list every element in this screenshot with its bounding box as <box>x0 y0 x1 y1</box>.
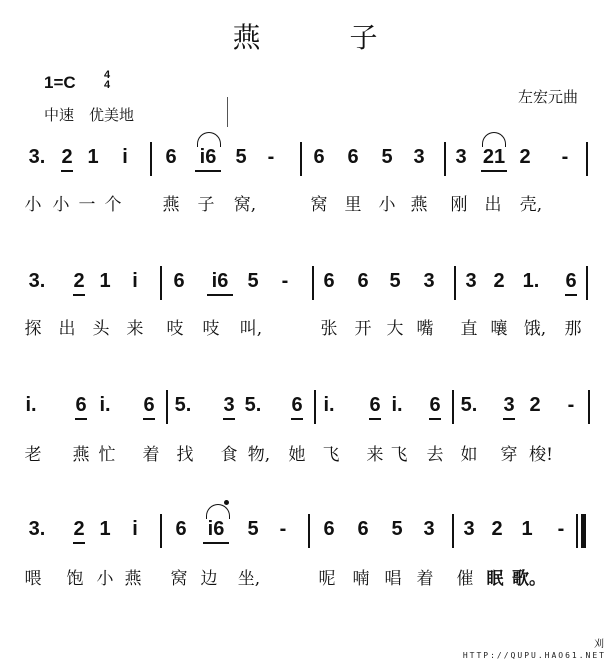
note: 3 <box>500 394 518 417</box>
lyrics-row-1 <box>0 190 610 220</box>
note: i <box>132 518 138 540</box>
note: i <box>122 146 128 168</box>
lyric: 唱 <box>384 569 402 589</box>
note: 6 <box>323 518 335 540</box>
footer-mark: 刈 <box>594 639 604 650</box>
note: 3. <box>28 518 46 540</box>
note: i. <box>391 394 403 416</box>
lyric: 忙 <box>98 445 116 465</box>
lyric: 那 <box>564 319 582 339</box>
note: i. <box>25 394 37 416</box>
lyric: 小 <box>378 195 396 215</box>
note: i. <box>99 394 111 416</box>
note: 1 <box>87 146 99 168</box>
note: - <box>279 518 287 540</box>
note: 3 <box>463 518 475 540</box>
bar-line <box>586 142 588 176</box>
note: 5 <box>381 146 393 168</box>
lyric: 刚 <box>450 195 468 215</box>
note: 6 <box>313 146 325 168</box>
note: 2 <box>491 518 503 540</box>
lyric: 着 <box>142 445 160 465</box>
note: 3 <box>423 270 435 292</box>
time-signature-top: 4 <box>104 69 111 81</box>
note: 2 <box>58 146 76 169</box>
lyric: 出 <box>484 195 502 215</box>
lyric: 一 <box>78 195 96 215</box>
note: 3 <box>423 518 435 540</box>
final-bar-line <box>581 514 586 548</box>
lyric: 坐, <box>237 569 261 589</box>
lyric: 食 <box>220 445 238 465</box>
lyric: 窝 <box>310 195 328 215</box>
note: i6 <box>200 518 232 541</box>
fermata-dot <box>224 500 229 505</box>
lyric: 小 <box>96 569 114 589</box>
bar-line <box>160 514 162 548</box>
lyric: 催 <box>456 569 474 589</box>
lyric: 饱 <box>66 569 84 589</box>
lyric: 呢 <box>318 569 336 589</box>
lyric: 燕 <box>410 195 428 215</box>
note: 6 <box>165 146 177 168</box>
note: 6 <box>173 270 185 292</box>
lyrics-row-4 <box>0 564 610 594</box>
note: 3. <box>28 270 46 292</box>
bar-line <box>314 390 316 424</box>
lyric: 小 <box>52 195 70 215</box>
lyric: 喃 <box>352 569 370 589</box>
note: 3 <box>220 394 238 417</box>
lyric: 嚷 <box>490 319 508 339</box>
bar-line <box>452 390 454 424</box>
note: 3. <box>28 146 46 168</box>
note: 6 <box>140 394 158 417</box>
note: 3 <box>455 146 467 168</box>
lyric: 吱 <box>202 319 220 339</box>
fermata-slur <box>482 132 506 147</box>
lyric: 梭! <box>529 445 553 465</box>
bar-line <box>588 390 590 424</box>
bar-line <box>308 514 310 548</box>
staff-row-1 <box>0 142 610 178</box>
lyric: 着 <box>416 569 434 589</box>
note: 3 <box>413 146 425 168</box>
note: - <box>281 270 289 292</box>
fermata-slur <box>206 504 230 519</box>
note: 5 <box>247 518 259 540</box>
lyric: 找 <box>176 445 194 465</box>
lyrics-row-2 <box>0 314 610 344</box>
lyric: 眠 <box>486 569 504 589</box>
lyric: 边 <box>200 569 218 589</box>
note: 6 <box>357 518 369 540</box>
note: i. <box>323 394 335 416</box>
note: 6 <box>323 270 335 292</box>
lyric: 大 <box>386 319 404 339</box>
note: - <box>267 146 275 168</box>
note: i6 <box>192 146 224 169</box>
note: 5 <box>391 518 403 540</box>
lyric: 头 <box>92 319 110 339</box>
note: 6 <box>288 394 306 417</box>
time-signature <box>104 70 110 90</box>
composer: 左宏元曲 <box>518 88 579 106</box>
note: 1. <box>522 270 540 292</box>
note: 3 <box>465 270 477 292</box>
lyric: 个 <box>104 195 122 215</box>
lyric: 吱 <box>166 319 184 339</box>
note: - <box>567 394 575 416</box>
source-url: HTTP://QUPU.HAO61.NET <box>462 651 606 660</box>
note: 2 <box>70 270 88 293</box>
note: 5 <box>389 270 401 292</box>
note: 6 <box>175 518 187 540</box>
lyric: 穿 <box>500 445 518 465</box>
key-signature: 1=C <box>44 73 76 92</box>
lyric: 去 <box>426 445 444 465</box>
page-title: 燕 子 <box>232 21 418 54</box>
lyric: 燕 <box>124 569 142 589</box>
note: 5. <box>174 394 192 416</box>
note: 6 <box>347 146 359 168</box>
time-signature-bottom: 4 <box>104 79 111 91</box>
bar-line <box>150 142 152 176</box>
note: - <box>561 146 569 168</box>
note: 6 <box>426 394 444 417</box>
lyric: 小 <box>24 195 42 215</box>
note: i <box>132 270 138 292</box>
staff-row-3 <box>0 390 610 426</box>
note: 2 <box>529 394 541 416</box>
lyric: 喂 <box>24 569 42 589</box>
bar-line <box>160 266 162 300</box>
lyric: 窝 <box>170 569 188 589</box>
fermata-slur <box>197 132 221 147</box>
bar-line <box>586 266 588 300</box>
lyric: 饿, <box>523 319 547 339</box>
lyric: 窝, <box>233 195 257 215</box>
note: 1 <box>521 518 533 540</box>
note: 5. <box>460 394 478 416</box>
lyric: 来 <box>126 319 144 339</box>
lyric: 直 <box>460 319 478 339</box>
bar-line <box>454 266 456 300</box>
lyric: 探 <box>24 319 42 339</box>
lyric: 她 <box>288 445 306 465</box>
lyric: 嘴 <box>416 319 434 339</box>
lyric: 叫, <box>239 319 263 339</box>
note: 2 <box>519 146 531 168</box>
bar-line <box>452 514 454 548</box>
note: 5. <box>244 394 262 416</box>
lyric: 物, <box>247 445 271 465</box>
note: 1 <box>99 518 111 540</box>
bar-line <box>576 514 578 548</box>
lyrics-row-3 <box>0 440 610 470</box>
lyric: 开 <box>354 319 372 339</box>
note: 5 <box>247 270 259 292</box>
bar-line <box>312 266 314 300</box>
lyric: 飞 <box>322 445 340 465</box>
note: - <box>557 518 565 540</box>
note: 1 <box>99 270 111 292</box>
lyric: 里 <box>344 195 362 215</box>
lyric: 张 <box>320 319 338 339</box>
note: 21 <box>478 146 510 169</box>
note: 6 <box>562 270 580 293</box>
bar-line <box>300 142 302 176</box>
lyric: 燕 <box>162 195 180 215</box>
lyric: 歌。 <box>512 569 546 589</box>
lyric: 子 <box>197 195 215 215</box>
lyric: 壳, <box>519 195 543 215</box>
lyric: 飞 <box>390 445 408 465</box>
lyric: 燕 <box>72 445 90 465</box>
lyric: 如 <box>460 445 478 465</box>
note: 2 <box>70 518 88 541</box>
bar-line <box>166 390 168 424</box>
staff-row-4 <box>0 514 610 550</box>
note: 2 <box>493 270 505 292</box>
note: 6 <box>72 394 90 417</box>
note: 5 <box>235 146 247 168</box>
note: 6 <box>357 270 369 292</box>
note: 6 <box>366 394 384 417</box>
staff-row-2 <box>0 266 610 302</box>
bar-line <box>444 142 446 176</box>
margin-mark <box>227 97 228 127</box>
tempo-marking: 中速 优美地 <box>44 106 135 124</box>
lyric: 出 <box>58 319 76 339</box>
note: i6 <box>204 270 236 293</box>
lyric: 老 <box>24 445 42 465</box>
lyric: 来 <box>366 445 384 465</box>
